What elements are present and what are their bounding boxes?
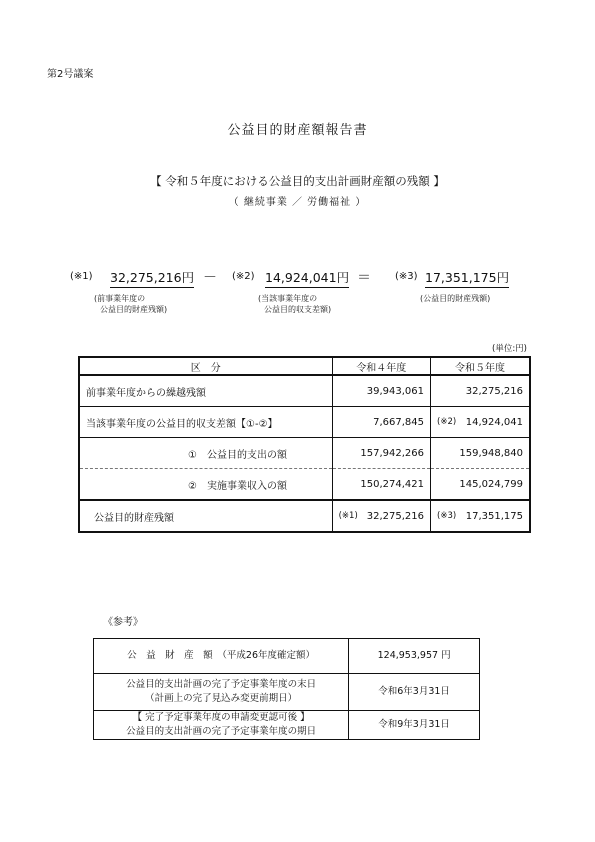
row-value-r4: 39,943,061 [332, 375, 430, 407]
equals-operator: ＝ [357, 270, 371, 286]
page-title: 公益目的財産額報告書 [227, 123, 368, 138]
row-cell-r4 [332, 500, 430, 532]
row-cell-r5 [431, 500, 530, 532]
term1-mark: (※1) [70, 271, 93, 282]
row-value-r5: 159,948,840 [431, 438, 530, 469]
row-value-r5: 145,024,799 [431, 469, 530, 501]
business-category: （ 継続事業 ／ 労働福祉 ） [228, 197, 367, 208]
row-mark-r5: (※2) [437, 416, 457, 427]
row-value-r5: 32,275,216 [431, 375, 530, 407]
table-row [79, 375, 530, 407]
row-value-r5: 14,924,041 [465, 416, 523, 428]
header-r5: 令和５年度 [431, 357, 530, 375]
row-value-r5: 17,351,175 [465, 510, 523, 522]
row-mark-r4: (※1) [338, 510, 358, 521]
reference-value: 令和6年3月31日 [349, 674, 480, 711]
table-row [79, 438, 530, 469]
reference-label: 公 益 財 産 額 （平成26年度確定額） [94, 639, 349, 674]
term2-caption: (当該事業年度の 公益目的収支差額) [258, 294, 332, 314]
term1-value: 32,275,216円 [110, 268, 194, 288]
reference-row [94, 674, 480, 711]
term3-caption: (公益目的財産残額) [420, 294, 491, 303]
header-category: 区 分 [79, 357, 332, 375]
reference-heading: 《参考》 [103, 617, 143, 628]
term1-caption: (前事業年度の 公益目的財産残額) [94, 294, 168, 314]
unit-label: (単位:円) [492, 344, 527, 354]
page-subtitle: 【 令和５年度における公益目的支出計画財産額の残額 】 [150, 174, 445, 188]
row-cell-r5 [431, 407, 530, 438]
reference-label: 【 完了予定事業年度の申請変更認可後 】 公益目的支出計画の完了予定事業年度の期日 [94, 711, 349, 740]
row-label: 当該事業年度の公益目的収支差額【①-②】 [79, 407, 332, 438]
table-row [79, 407, 530, 438]
header-r4: 令和４年度 [332, 357, 430, 375]
term2-mark: (※2) [232, 271, 255, 282]
row-mark-r5: (※3) [437, 510, 457, 521]
table-row-total [79, 500, 530, 532]
row-label: 前事業年度からの繰越残額 [79, 375, 332, 407]
table-row [79, 469, 530, 501]
row-label: ② 実施事業収入の額 [79, 469, 332, 501]
reference-label: 公益目的支出計画の完了予定事業年度の末日 （計画上の完了見込み変更前期日） [94, 674, 349, 711]
term3-mark: (※3) [395, 271, 418, 282]
reference-row [94, 639, 480, 674]
term3-value: 17,351,175円 [425, 268, 509, 288]
reference-row [94, 711, 480, 740]
table-header [79, 357, 530, 375]
term2-value: 14,924,041円 [265, 268, 349, 288]
row-label: ① 公益目的支出の額 [79, 438, 332, 469]
balance-table [78, 356, 531, 533]
minus-operator: － [203, 270, 217, 286]
form-number: 第2号議案 [47, 69, 94, 80]
row-label: 公益目的財産残額 [79, 500, 332, 532]
reference-value: 令和9年3月31日 [349, 711, 480, 740]
row-value-r4: 157,942,266 [332, 438, 430, 469]
reference-value: 124,953,957 円 [349, 639, 480, 674]
row-value-r4: 32,275,216 [366, 510, 425, 522]
row-value-r4: 150,274,421 [332, 469, 430, 501]
reference-table [93, 638, 480, 740]
row-value-r4: 7,667,845 [332, 407, 430, 438]
